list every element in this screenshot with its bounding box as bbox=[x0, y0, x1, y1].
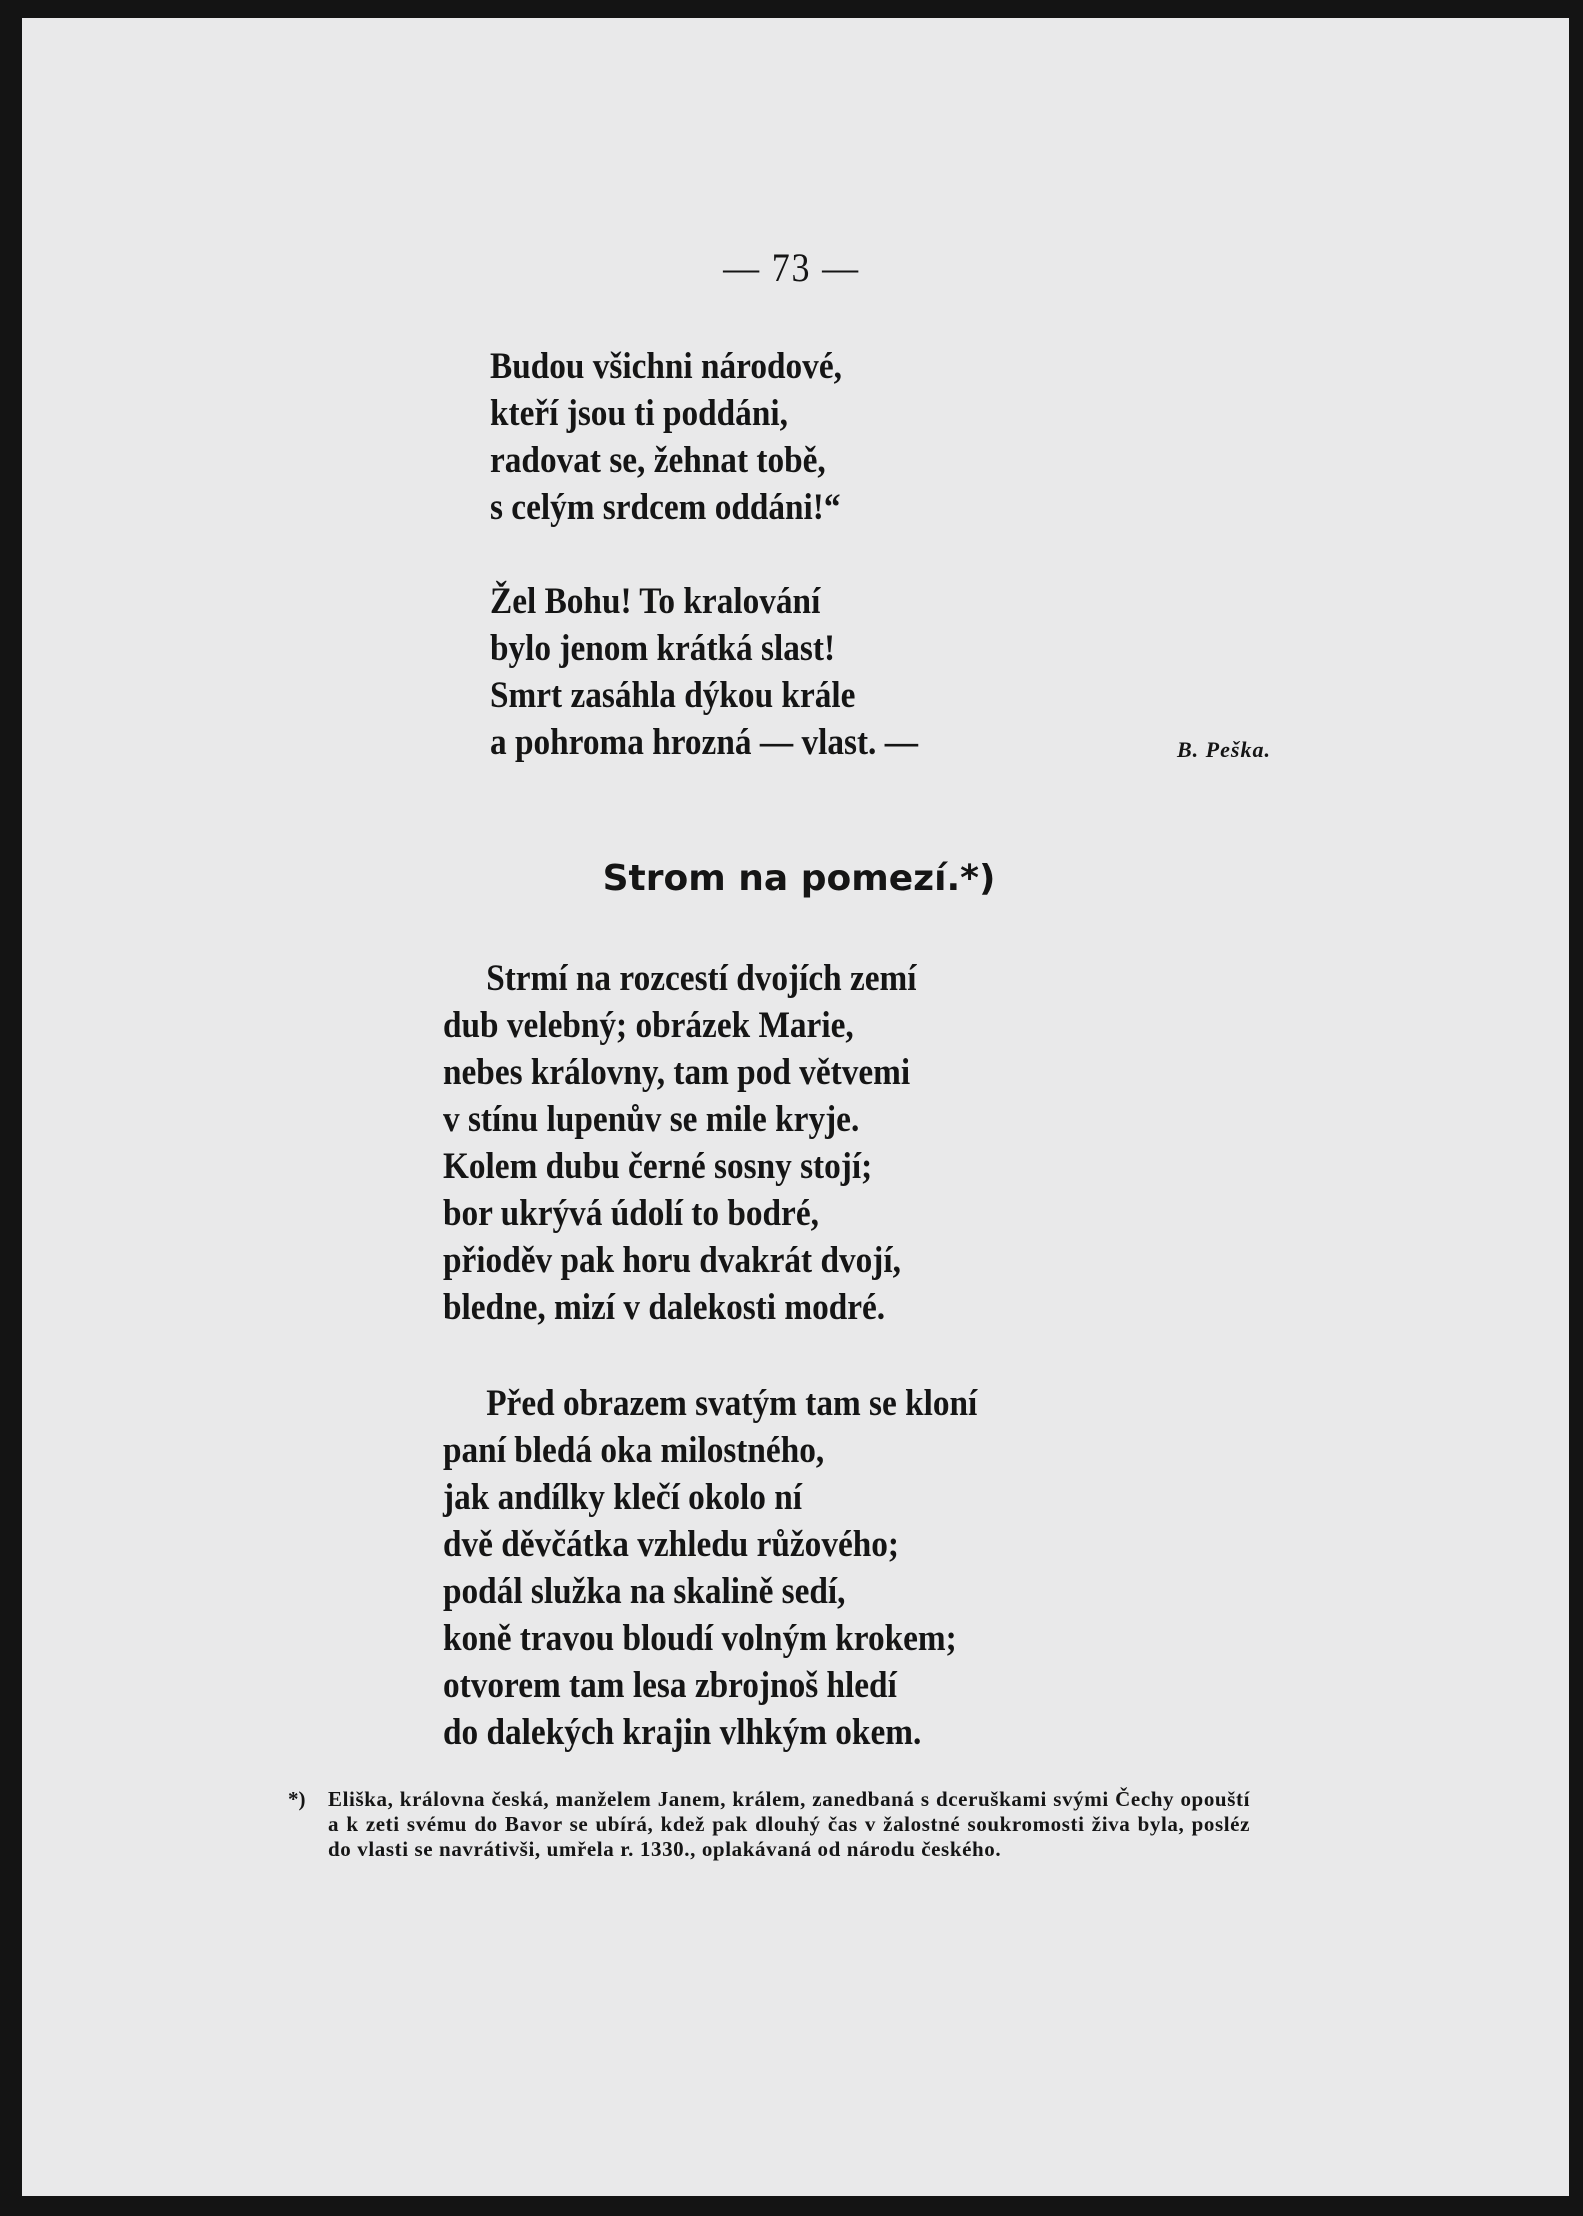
verse-line: přioděv pak horu dvakrát dvojí, bbox=[443, 1240, 901, 1281]
verse-line: paní bledá oka milostného, bbox=[443, 1430, 825, 1471]
verse-line: bor ukrývá údolí to bodré, bbox=[443, 1193, 819, 1234]
verse-line: bledne, mizí v dalekosti modré. bbox=[443, 1287, 886, 1328]
verse-line: bylo jenom krátká slast! bbox=[490, 628, 836, 669]
verse-line: koně travou bloudí volným krokem; bbox=[443, 1618, 957, 1659]
verse-line: s celým srdcem oddáni!“ bbox=[490, 487, 841, 528]
verse-line: Budou všichni národové, bbox=[490, 346, 842, 387]
poem-stanza-2 bbox=[443, 1380, 977, 1756]
verse-line: v stínu lupenův se mile kryje. bbox=[443, 1099, 860, 1140]
verse-line: jak andílky klečí okolo ní bbox=[443, 1477, 803, 1518]
verse-line: do dalekých krajin vlhkým okem. bbox=[443, 1712, 922, 1753]
poem-title: Strom na pomezí.*) bbox=[602, 858, 996, 899]
poem-stanza-1 bbox=[443, 955, 917, 1331]
author-signature: B. Peška. bbox=[1177, 737, 1271, 762]
verse-line: Před obrazem svatým tam se kloní bbox=[486, 1383, 978, 1424]
verse-line: podál služka na skalině sedí, bbox=[443, 1571, 846, 1612]
verse-line: dub velebný; obrázek Marie, bbox=[443, 1005, 854, 1046]
verse-line: radovat se, žehnat tobě, bbox=[490, 440, 826, 481]
poem-end-stanza-2 bbox=[490, 578, 918, 766]
verse-line: nebes královny, tam pod větvemi bbox=[443, 1052, 911, 1093]
verse-line: otvorem tam lesa zbrojnoš hledí bbox=[443, 1665, 897, 1706]
verse-line: Žel Bohu! To kralování bbox=[490, 581, 821, 622]
poem-end-stanza-1 bbox=[490, 343, 842, 531]
page-number: — 73 — bbox=[723, 245, 860, 290]
verse-line: Smrt zasáhla dýkou krále bbox=[490, 675, 856, 716]
footnote-mark: *) bbox=[288, 1787, 306, 1811]
verse-line: a pohroma hrozná — vlast. — bbox=[490, 722, 919, 763]
verse-line: dvě děvčátka vzhledu růžového; bbox=[443, 1524, 900, 1565]
footnote bbox=[290, 1787, 1250, 1862]
verse-line: Strmí na rozcestí dvojích zemí bbox=[486, 958, 917, 999]
verse-line: kteří jsou ti poddáni, bbox=[490, 393, 788, 434]
verse-line: Kolem dubu černé sosny stojí; bbox=[443, 1146, 873, 1187]
footnote-text: Eliška, královna česká, manželem Janem, králem, zanedbaná s dceruškami svými Čechy opouští a k zeti svému do Bavor se ubírá, kdež pak dlouhý čas v žalostné soukromosti živa byla, posléz do vlasti se navrátivši, umřela r. 1330., oplakávaná od národu českého. bbox=[328, 1787, 1250, 1861]
